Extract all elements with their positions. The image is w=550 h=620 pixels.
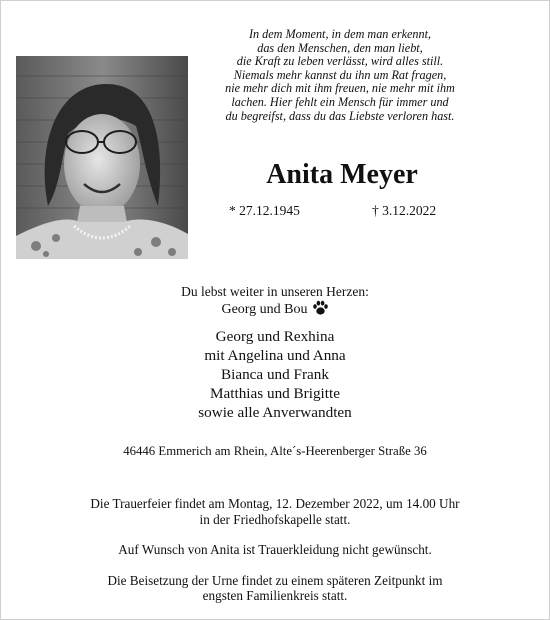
portrait-photo — [16, 56, 188, 259]
family-member: Bianca und Frank — [221, 366, 329, 383]
notice-dress-code — [0, 542, 550, 558]
poem-line: die Kraft zu leben verlässt, wird alles still. — [236, 54, 444, 69]
motto: Du lebst weiter in unseren Herzen: — [181, 284, 369, 299]
notice-funeral — [0, 496, 550, 527]
notice-line: engsten Familienkreis statt. — [202, 588, 348, 603]
notice-line: Die Beisetzung der Urne findet zu einem späteren Zeitpunkt im — [107, 572, 443, 588]
mourner-line-with-pet — [0, 300, 550, 322]
family-member: Matthias und Brigitte — [210, 385, 340, 402]
poem — [210, 28, 470, 123]
family-list — [0, 327, 550, 422]
address: 46446 Emmerich am Rhein, Alte´s-Heerenberger Straße 36 — [123, 444, 427, 458]
paw-print-icon — [312, 300, 329, 322]
death-date: † 3.12.2022 — [372, 203, 437, 218]
family-member: Georg und Rexhina — [215, 328, 335, 345]
notices — [0, 496, 550, 619]
birth-date: * 27.12.1945 — [229, 203, 300, 218]
poem-line: lachen. Hier fehlt ein Mensch für immer und — [231, 94, 449, 109]
family-member: mit Angelina und Anna — [204, 347, 346, 364]
notice-line: Die Trauerfeier findet am Montag, 12. Dezember 2022, um 14.00 Uhr — [90, 496, 460, 511]
poem-line: In dem Moment, in dem man erkennt, — [248, 27, 432, 41]
notice-line: Auf Wunsch von Anita ist Trauerkleidung nicht gewünscht. — [118, 542, 432, 557]
portrait-photo-graphic — [16, 56, 188, 259]
poem-line: das den Menschen, den man liebt, — [257, 40, 423, 55]
notice-line: in der Friedhofskapelle statt. — [199, 511, 351, 527]
notice-urn-burial — [0, 573, 550, 604]
deceased-name: Anita Meyer — [266, 159, 418, 190]
mourner-line-text: Georg und Bou — [221, 302, 308, 317]
poem-line: nie mehr dich mit ihm freuen, nie mehr mit ihm — [225, 81, 455, 96]
family-member: sowie alle Anverwandten — [198, 404, 352, 421]
poem-line: Niemals mehr kannst du ihn um Rat fragen, — [233, 67, 447, 82]
poem-line: du begreifst, dass du das Liebste verloren hast. — [225, 108, 455, 123]
